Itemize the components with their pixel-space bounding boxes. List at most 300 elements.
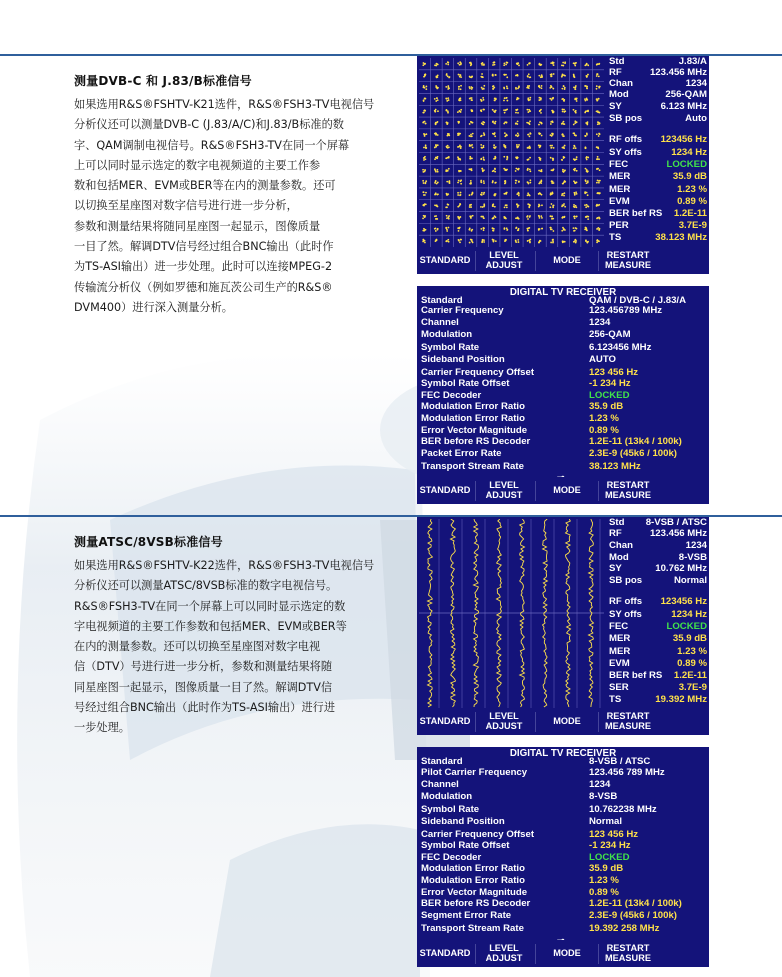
constellation-point	[495, 182, 497, 184]
constellation-point	[424, 87, 426, 89]
constellation-point	[552, 111, 554, 113]
standard-softkey[interactable]: STANDARD	[419, 715, 471, 726]
constellation-point	[471, 97, 473, 99]
constellation-point	[529, 182, 531, 184]
constellation-point	[584, 192, 586, 194]
constellation-point	[587, 241, 589, 243]
constellation-point	[562, 241, 564, 243]
constellation-point	[448, 99, 450, 101]
reading-row: MER 35.9 dB	[609, 171, 707, 182]
constellation-point	[470, 239, 472, 241]
constellation-point	[561, 88, 563, 90]
reading-row: SY offs 1234 Hz	[609, 609, 707, 620]
constellation-point	[505, 109, 507, 111]
constellation-point	[460, 192, 462, 194]
reading-row: Std J.83/A	[609, 56, 707, 67]
standard-softkey[interactable]: STANDARD	[419, 484, 471, 495]
mode-softkey[interactable]: MODE	[553, 254, 581, 265]
constellation-point	[424, 121, 426, 123]
constellation-point	[527, 75, 529, 77]
constellation-point	[495, 157, 497, 159]
constellation-point	[495, 146, 497, 148]
constellation-point	[506, 62, 508, 64]
constellation-point	[503, 100, 505, 102]
constellation-point	[503, 88, 505, 90]
constellation-point	[505, 121, 507, 123]
constellation-point	[541, 170, 543, 172]
constellation-point	[493, 110, 495, 112]
constellation-point	[437, 121, 439, 123]
constellation-point	[483, 182, 485, 184]
level-adjust-softkey[interactable]: LEVEL ADJUST	[485, 711, 523, 731]
level-adjust-softkey[interactable]: LEVEL ADJUST	[485, 943, 523, 963]
constellation-point	[447, 122, 449, 124]
constellation-point	[586, 110, 588, 112]
constellation-point	[538, 144, 540, 146]
constellation-point	[457, 182, 459, 184]
mode-softkey[interactable]: MODE	[553, 484, 581, 495]
constellation-point	[550, 76, 552, 78]
constellation-point	[539, 192, 541, 194]
constellation-point	[471, 87, 473, 89]
restart-measure-softkey[interactable]: RESTART MEASURE	[605, 250, 651, 270]
receiver-row: Error Vector Magnitude 0.89 %	[421, 425, 619, 436]
qam-readings-panel	[607, 56, 709, 249]
constellation-point	[435, 134, 437, 136]
constellation-point	[563, 74, 565, 76]
constellation-point	[481, 122, 483, 124]
level-adjust-softkey[interactable]: LEVEL ADJUST	[485, 250, 523, 270]
reading-row: SY offs 1234 Hz	[609, 147, 707, 158]
constellation-point	[575, 206, 577, 208]
constellation-point	[550, 157, 552, 159]
constellation-point	[573, 74, 575, 76]
constellation-point	[460, 109, 462, 111]
receiver-row: Modulation 8-VSB	[421, 791, 618, 802]
constellation-point	[539, 146, 541, 148]
constellation-point	[471, 168, 473, 170]
constellation-point	[529, 132, 531, 134]
reading-row: SB pos Normal	[609, 575, 707, 586]
constellation-point	[446, 230, 448, 232]
constellation-point	[494, 195, 496, 197]
constellation-point	[480, 110, 482, 112]
constellation-point	[597, 168, 599, 170]
receiver-row: Carrier Frequency 123.456789 MHz	[421, 305, 663, 316]
constellation-point	[437, 193, 439, 195]
constellation-point	[445, 157, 447, 159]
constellation-point	[575, 112, 577, 114]
constellation-point	[562, 62, 564, 64]
section-dvbc-title: 测量DVB-C 和 J.83/B标准信号	[74, 74, 252, 88]
constellation-point	[504, 112, 506, 114]
reading-row: EVM 0.89 %	[609, 196, 707, 207]
constellation-point	[472, 133, 474, 135]
constellation-point	[574, 159, 576, 161]
constellation-point	[598, 135, 600, 137]
constellation-point	[434, 158, 436, 160]
constellation-point	[529, 157, 531, 159]
constellation-point	[434, 111, 436, 113]
constellation-point	[493, 122, 495, 124]
softkey-bar	[417, 940, 709, 967]
receiver-row: Symbol Rate Offset -1 234 Hz	[421, 378, 631, 389]
constellation-point	[472, 147, 474, 149]
dvbc-receiver-screen	[417, 286, 709, 504]
constellation-point	[517, 88, 519, 90]
constellation-point	[576, 156, 578, 158]
constellation-point	[493, 241, 495, 243]
constellation-point	[562, 134, 564, 136]
constellation-point	[517, 146, 519, 148]
constellation-point	[436, 157, 438, 159]
constellation-point	[538, 85, 540, 87]
constellation-point	[550, 62, 552, 64]
constellation-point	[517, 112, 519, 114]
constellation-point	[596, 241, 598, 243]
constellation-point	[503, 228, 505, 230]
constellation-point	[550, 227, 552, 229]
constellation-point	[529, 76, 531, 78]
constellation-point	[447, 170, 449, 172]
receiver-title: DIGITAL TV RECEIVER	[509, 287, 617, 298]
constellation-point	[586, 86, 588, 88]
constellation-point	[472, 192, 474, 194]
constellation-point	[436, 97, 438, 99]
constellation-point	[527, 99, 529, 101]
receiver-row: Symbol Rate 10.762238 MHz	[421, 804, 657, 815]
constellation-point	[469, 156, 471, 158]
constellation-point	[435, 180, 437, 182]
constellation-point	[529, 146, 531, 148]
constellation-point	[539, 87, 541, 89]
constellation-point	[597, 146, 599, 148]
constellation-point	[422, 180, 424, 182]
constellation-point	[425, 86, 427, 88]
constellation-point	[446, 181, 448, 183]
constellation-point	[586, 76, 588, 78]
constellation-point	[435, 86, 437, 88]
constellation-point	[527, 147, 529, 149]
constellation-point	[518, 85, 520, 87]
constellation-point	[459, 170, 461, 172]
constellation-point	[425, 123, 427, 125]
constellation-point	[576, 100, 578, 102]
constellation-point	[552, 205, 554, 207]
constellation-point	[529, 97, 531, 99]
constellation-point	[553, 182, 555, 184]
constellation-point	[424, 240, 426, 242]
constellation-point	[527, 240, 529, 242]
constellation-point	[445, 63, 447, 65]
constellation-point	[529, 135, 531, 137]
constellation-point	[518, 65, 520, 67]
constellation-point	[561, 75, 563, 77]
constellation-point	[457, 111, 459, 113]
constellation-point	[574, 193, 576, 195]
constellation-point	[516, 193, 518, 195]
constellation-point	[448, 241, 450, 243]
constellation-point	[483, 241, 485, 243]
constellation-point	[597, 156, 599, 158]
mode-softkey[interactable]: MODE	[553, 947, 581, 958]
section-dvbc-body: 如果选用R&S®FSHTV-K21选件，R&S®FSH3-TV电视信号 分析仪还可以测量DVB-C (J.83/A/C)和J.83/B标准的数 字、QAM调制电视信号。R&S®FSH3-TV在同一个屏幕 上可以同时显示选定的数字电视频道的主要工作参 数和包括MER、EVM或BER等在内的测量参数。还可 以切换至星座图对数字信号进行进一步分析， 参数和测量结果将随同星座图一起显示，图像质量 一目了然。解调DTV信号经过组合BNC输出（此时作 为TS-ASI输出）进一步处理。此时可以连接MPEG-2 传输流分析仪（例如罗德和施瓦茨公司生产的R&S® DVM400）进行深入测量分析。	[74, 98, 375, 314]
constellation-point	[460, 180, 462, 182]
constellation-point	[528, 73, 530, 75]
constellation-point	[424, 216, 426, 218]
reading-row: RF 123.456 MHz	[609, 67, 707, 78]
constellation-point	[552, 158, 554, 160]
constellation-point	[448, 218, 450, 220]
constellation-point	[459, 203, 461, 205]
constellation-point	[503, 123, 505, 125]
constellation-point	[483, 132, 485, 134]
receiver-row: Modulation Error Ratio 1.23 %	[421, 413, 619, 424]
constellation-point	[425, 146, 427, 148]
receiver-row: Carrier Frequency Offset 123 456 Hz	[421, 829, 639, 840]
constellation-point	[597, 240, 599, 242]
receiver-row: BER before RS Decoder 1.2E-11 (13k4 / 100k)	[421, 898, 682, 909]
constellation-point	[492, 205, 494, 207]
receiver-row: Sideband Position Normal	[421, 816, 623, 827]
reading-row: BER bef RS 1.2E-11	[609, 670, 707, 681]
constellation-point	[493, 158, 495, 160]
constellation-point	[468, 168, 470, 170]
constellation-point	[505, 64, 507, 66]
constellation-point	[471, 157, 473, 159]
constellation-point	[529, 242, 531, 244]
constellation-point	[576, 193, 578, 195]
vsb-constellation-plot	[419, 519, 604, 708]
constellation-point	[425, 133, 427, 135]
restart-measure-softkey[interactable]: RESTART MEASURE	[605, 480, 651, 500]
constellation-point	[527, 192, 529, 194]
constellation-point	[573, 132, 575, 134]
constellation-point	[424, 169, 426, 171]
constellation-point	[549, 206, 551, 208]
constellation-point	[529, 120, 531, 122]
constellation-point	[437, 182, 439, 184]
constellation-point	[528, 109, 530, 111]
constellation-point	[472, 215, 474, 217]
constellation-point	[553, 147, 555, 149]
constellation-point	[596, 158, 598, 160]
constellation-point	[448, 157, 450, 159]
constellation-point	[552, 98, 554, 100]
constellation-point	[459, 61, 461, 63]
constellation-point	[495, 98, 497, 100]
constellation-point	[481, 168, 483, 170]
constellation-point	[483, 109, 485, 111]
constellation-point	[527, 218, 529, 220]
constellation-point	[506, 169, 508, 171]
constellation-point	[538, 75, 540, 77]
constellation-point	[573, 180, 575, 182]
constellation-point	[596, 133, 598, 135]
constellation-point	[494, 168, 496, 170]
constellation-point	[575, 147, 577, 149]
constellation-point	[504, 206, 506, 208]
constellation-point	[482, 170, 484, 172]
constellation-point	[586, 182, 588, 184]
constellation-point	[551, 73, 553, 75]
constellation-point	[482, 76, 484, 78]
constellation-point	[549, 98, 551, 100]
constellation-point	[575, 62, 577, 64]
receiver-row: Standard 8-VSB / ATSC	[421, 756, 651, 767]
receiver-row: Error Vector Magnitude 0.89 %	[421, 887, 619, 898]
constellation-point	[541, 122, 543, 124]
constellation-point	[503, 168, 505, 170]
constellation-point	[446, 98, 448, 100]
constellation-point	[470, 64, 472, 66]
constellation-point	[552, 193, 554, 195]
constellation-point	[504, 239, 506, 241]
constellation-point	[517, 62, 519, 64]
constellation-point	[561, 217, 563, 219]
constellation-point	[425, 192, 427, 194]
receiver-title: DIGITAL TV RECEIVER	[509, 748, 617, 759]
constellation-point	[469, 145, 471, 147]
constellation-point	[457, 62, 459, 64]
constellation-point	[564, 110, 566, 112]
constellation-point	[586, 170, 588, 172]
constellation-point	[482, 97, 484, 99]
constellation-point	[437, 110, 439, 112]
constellation-point	[564, 62, 566, 64]
constellation-point	[527, 159, 529, 161]
constellation-point	[563, 157, 565, 159]
constellation-point	[517, 206, 519, 208]
constellation-point	[541, 204, 543, 206]
constellation-point	[597, 99, 599, 101]
receiver-row: Modulation 256-QAM	[421, 329, 631, 340]
constellation-point	[470, 180, 472, 182]
constellation-point	[424, 182, 426, 184]
constellation-point	[596, 73, 598, 75]
constellation-point	[423, 182, 425, 184]
constellation-point	[540, 145, 542, 147]
constellation-point	[550, 242, 552, 244]
reading-row: Chan 1234	[609, 540, 707, 551]
constellation-point	[445, 86, 447, 88]
constellation-point	[435, 215, 437, 217]
constellation-point	[493, 85, 495, 87]
constellation-point	[598, 122, 600, 124]
constellation-point	[516, 144, 518, 146]
constellation-point	[503, 64, 505, 66]
vsb-readings-panel	[607, 517, 709, 710]
constellation-point	[503, 156, 505, 158]
mode-softkey[interactable]: MODE	[553, 715, 581, 726]
constellation-point	[470, 183, 472, 185]
reading-row: SY 10.762 MHz	[609, 563, 707, 574]
constellation-point	[587, 157, 589, 159]
reading-row: SB pos Auto	[609, 113, 707, 124]
constellation-point	[494, 215, 496, 217]
constellation-point	[435, 171, 437, 173]
constellation-point	[469, 194, 471, 196]
constellation-point	[586, 87, 588, 89]
constellation-point	[437, 144, 439, 146]
constellation-point	[480, 228, 482, 230]
constellation-point	[584, 229, 586, 231]
constellation-point	[424, 63, 426, 65]
constellation-point	[505, 218, 507, 220]
receiver-row: FEC Decoder LOCKED	[421, 390, 630, 401]
section-atsc-body: 如果选用R&S®FSHTV-K22选件，R&S®FSH3-TV电视信号 分析仪还可以测量ATSC/8VSB标准的数字电视信号。 R&S®FSH3-TV在同一个屏幕上可以同时显示选定的数 字电视频道的主要工作参数和包括MER、EVM或BER等 在内的测量参数。还可以切换至星座图对数字电视 信（DTV）号进行进一步分析，参数和测量结果将随 同星座图一起显示，图像质量一目了然。解调DTV信 号经过组合BNC输出（此时作为TS-ASI输出）进行进 一步处理。	[74, 559, 375, 735]
constellation-point	[564, 206, 566, 208]
constellation-point	[528, 122, 530, 124]
constellation-point	[576, 170, 578, 172]
constellation-point	[457, 156, 459, 158]
softkey-bar	[417, 708, 709, 735]
constellation-point	[552, 133, 554, 135]
constellation-point	[517, 239, 519, 241]
constellation-point	[587, 64, 589, 66]
level-adjust-softkey[interactable]: LEVEL ADJUST	[485, 480, 523, 500]
constellation-point	[492, 230, 494, 232]
receiver-row: Channel 1234	[421, 779, 611, 790]
constellation-point	[481, 63, 483, 65]
constellation-point	[458, 122, 460, 124]
constellation-point	[550, 145, 552, 147]
constellation-point	[517, 120, 519, 122]
receiver-row: Transport Stream Rate 19.392 258 MHz	[421, 923, 660, 934]
constellation-point	[481, 192, 483, 194]
constellation-point	[434, 228, 436, 230]
constellation-point	[540, 64, 542, 66]
reading-row: Mod 8-VSB	[609, 552, 707, 563]
constellation-point	[447, 204, 449, 206]
restart-measure-softkey[interactable]: RESTART MEASURE	[605, 943, 651, 963]
constellation-point	[586, 159, 588, 161]
standard-softkey[interactable]: STANDARD	[419, 947, 471, 958]
constellation-point	[515, 240, 517, 242]
constellation-point	[436, 76, 438, 78]
reading-row: Mod 256-QAM	[609, 89, 707, 100]
constellation-point	[517, 133, 519, 135]
constellation-point	[437, 169, 439, 171]
constellation-point	[517, 109, 519, 111]
qam-constellation-screen	[417, 56, 709, 274]
constellation-point	[585, 239, 587, 241]
standard-softkey[interactable]: STANDARD	[419, 254, 471, 265]
receiver-row: Transport Stream Rate 38.123 MHz	[421, 461, 641, 472]
restart-measure-softkey[interactable]: RESTART MEASURE	[605, 711, 651, 731]
constellation-point	[505, 204, 507, 206]
constellation-point	[575, 240, 577, 242]
constellation-point	[483, 227, 485, 229]
constellation-point	[573, 216, 575, 218]
constellation-point	[585, 147, 587, 149]
constellation-point	[540, 112, 542, 114]
constellation-point	[541, 85, 543, 87]
constellation-point	[494, 135, 496, 137]
constellation-point	[516, 203, 518, 205]
constellation-point	[435, 132, 437, 134]
constellation-point	[597, 123, 599, 125]
constellation-point	[469, 123, 471, 125]
constellation-point	[506, 86, 508, 88]
constellation-point	[553, 62, 555, 64]
constellation-point	[422, 230, 424, 232]
receiver-row: Symbol Rate Offset -1 234 Hz	[421, 840, 631, 851]
constellation-point	[540, 99, 542, 101]
constellation-point	[448, 181, 450, 183]
constellation-point	[539, 158, 541, 160]
constellation-point	[517, 217, 519, 219]
